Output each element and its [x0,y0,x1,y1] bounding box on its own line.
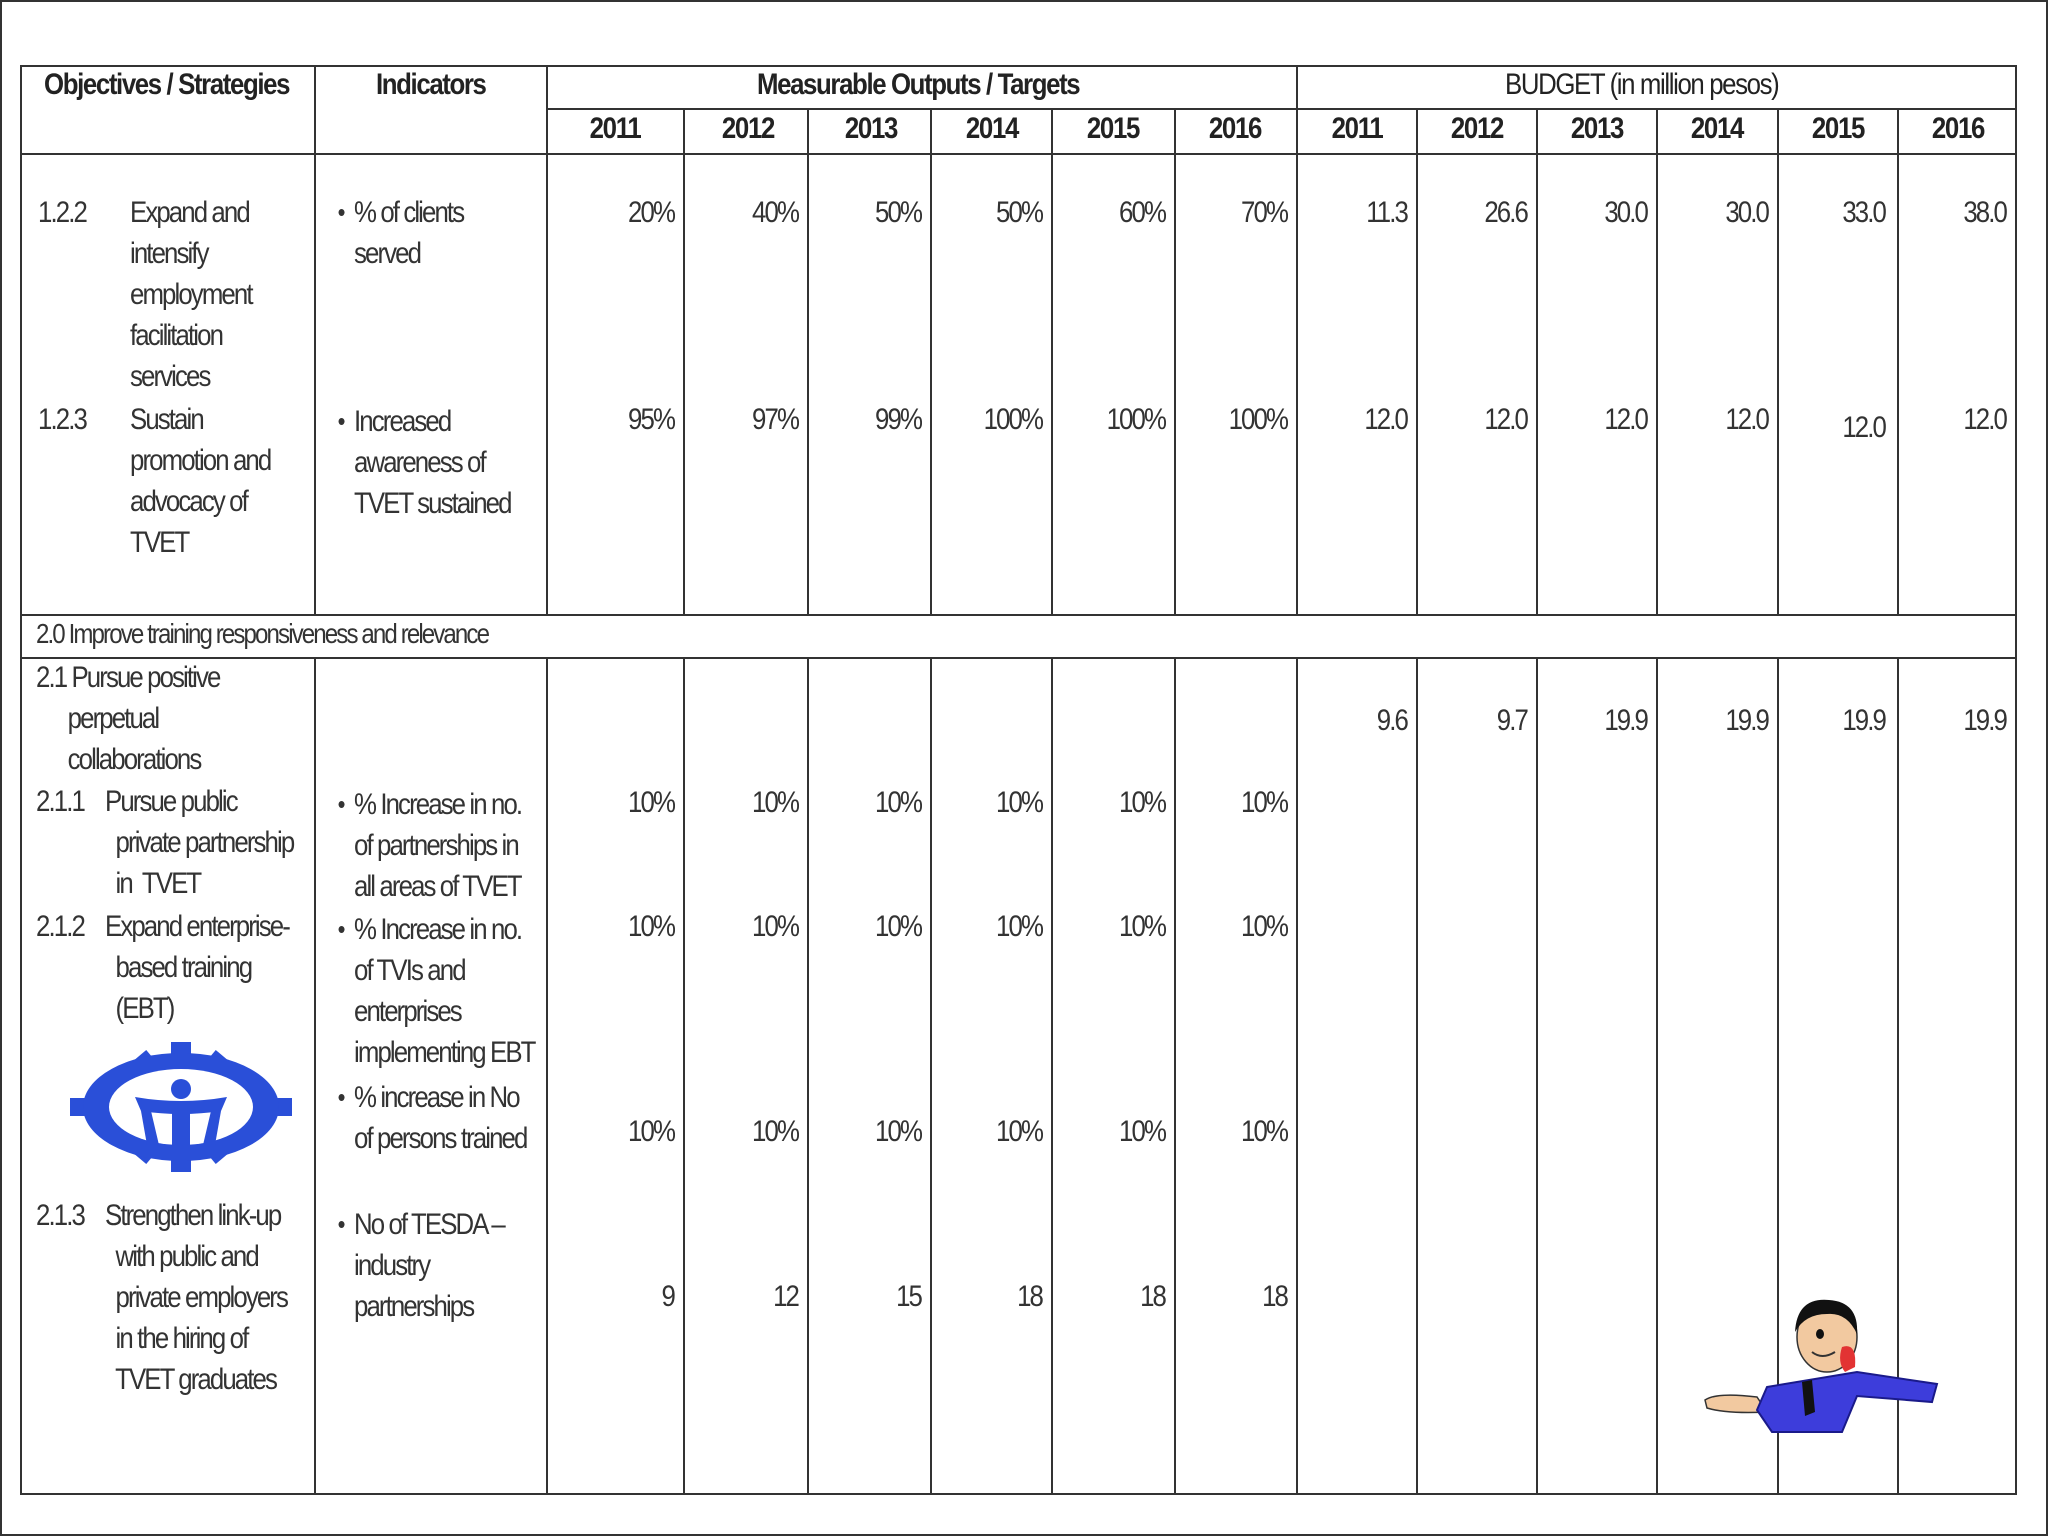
target-cell: 10% [1119,1115,1165,1148]
budget-cell: 19.9 [1725,704,1768,737]
target-year-2016: 2016 [1208,112,1262,145]
target-year-2014: 2014 [965,112,1019,145]
target-year-2011: 2011 [589,112,641,145]
budget-cell: 19.9 [1842,704,1885,737]
target-cell: 10% [628,910,674,943]
budget-cell: 12.0 [1842,411,1885,444]
budget-cell: 11.3 [1366,196,1407,229]
row-2-1-1-code: 2.1.1 [36,785,84,818]
row-2-1-2-indicator: • % Increase in no. of TVIs and enterprises implementing EBT [354,909,535,1073]
row-2-1-2-code: 2.1.2 [36,910,84,943]
target-cell: 70% [1241,196,1287,229]
strategy-2-1: 2.1 Pursue positive perpetual collaborations [36,661,220,776]
budget-cell: 30.0 [1725,196,1768,229]
target-cell: 100% [983,403,1042,436]
budget-cell: 12.0 [1604,403,1647,436]
target-cell: 99% [875,403,921,436]
budget-year-2011: 2011 [1331,112,1383,145]
target-cell: 95% [628,403,674,436]
target-cell: 10% [996,910,1042,943]
row-1-2-2-indicator: • % of clients served [354,192,463,274]
budget-cell: 12.0 [1484,403,1527,436]
target-cell: 18 [1017,1280,1042,1313]
target-cell: 60% [1119,196,1165,229]
target-cell: 10% [1119,910,1165,943]
target-cell: 10% [628,1115,674,1148]
tesda-logo-icon [70,1042,292,1172]
row-2-1-2-strategy: Expand enterprise- based training (EBT) [105,910,289,1025]
target-cell: 97% [752,403,798,436]
header-targets: Measurable Outputs / Targets [757,68,1080,101]
budget-cell: 38.0 [1963,196,2006,229]
budget-cell: 26.6 [1484,196,1527,229]
target-cell: 10% [1119,786,1165,819]
budget-cell: 30.0 [1604,196,1647,229]
budget-year-2012: 2012 [1450,112,1504,145]
target-cell: 20% [628,196,674,229]
header-budget: BUDGET (in million pesos) [1505,68,1779,101]
target-year-2013: 2013 [844,112,898,145]
target-cell: 15 [896,1280,921,1313]
target-year-2012: 2012 [721,112,775,145]
row-1-2-3-strategy: Sustain promotion and advocacy of TVET [130,403,271,559]
row-2-1-3-strategy: Strengthen link-up with public and private employers in the hiring of TVET graduates [105,1199,288,1396]
target-cell: 10% [1241,910,1287,943]
budget-cell: 12.0 [1963,403,2006,436]
target-cell: 10% [1241,1115,1287,1148]
target-cell: 10% [875,1115,921,1148]
budget-cell: 12.0 [1364,403,1407,436]
budget-cell: 33.0 [1842,196,1885,229]
row-1-2-3-code: 1.2.3 [38,403,86,436]
target-cell: 10% [752,786,798,819]
target-cell: 10% [875,910,921,943]
target-cell: 10% [875,786,921,819]
target-cell: 50% [875,196,921,229]
target-year-2015: 2015 [1086,112,1140,145]
businessman-phone-clipart [1697,1292,1942,1437]
target-cell: 18 [1262,1280,1287,1313]
target-cell: 10% [996,786,1042,819]
row-1-2-3-indicator: • Increased awareness of TVET sustained [354,401,511,524]
budget-cell: 19.9 [1963,704,2006,737]
budget-cell: 19.9 [1604,704,1647,737]
row-1-2-2-code: 1.2.2 [38,196,86,229]
budget-year-2013: 2013 [1570,112,1624,145]
target-cell: 9 [661,1280,674,1313]
target-cell: 10% [752,1115,798,1148]
budget-year-2015: 2015 [1811,112,1865,145]
header-objectives: Objectives / Strategies [44,68,290,101]
target-cell: 100% [1228,403,1287,436]
target-cell: 12 [773,1280,798,1313]
target-cell: 10% [752,910,798,943]
section-2-title: 2.0 Improve training responsiveness and relevance [36,618,489,649]
row-2-1-1-indicator: • % Increase in no. of partnerships in all areas of TVET [354,784,521,907]
row-1-2-2-strategy: Expand and intensify employment facilitation services [130,196,252,393]
target-cell: 100% [1106,403,1165,436]
target-cell: 10% [1241,786,1287,819]
target-cell: 10% [628,786,674,819]
target-cell: 50% [996,196,1042,229]
target-cell: 18 [1140,1280,1165,1313]
row-2-1-3-indicator: • No of TESDA – industry partnerships [354,1204,504,1327]
budget-cell: 9.7 [1496,704,1527,737]
row-2-1-2b-indicator: • % increase in No of persons trained [354,1077,526,1159]
budget-year-2016: 2016 [1931,112,1985,145]
budget-cell: 12.0 [1725,403,1768,436]
target-cell: 40% [752,196,798,229]
budget-year-2014: 2014 [1690,112,1744,145]
budget-cell: 9.6 [1376,704,1407,737]
row-2-1-1-strategy: Pursue public private partnership in TVET [105,785,294,900]
target-cell: 10% [996,1115,1042,1148]
header-indicators: Indicators [376,68,486,101]
row-2-1-3-code: 2.1.3 [36,1199,84,1232]
